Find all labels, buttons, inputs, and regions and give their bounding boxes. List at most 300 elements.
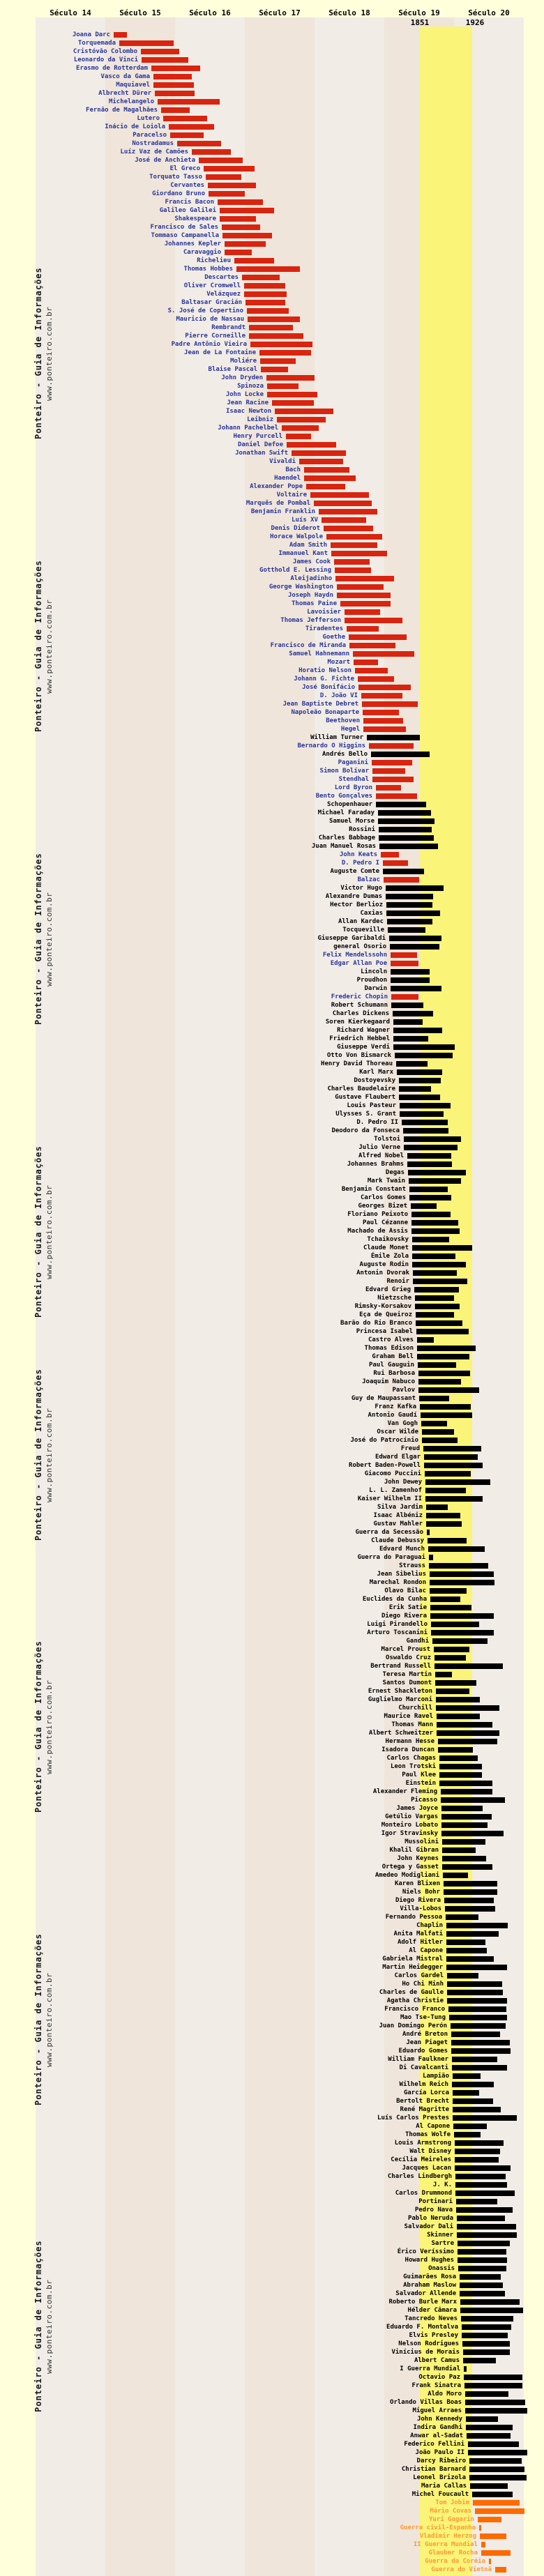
timeline-row [0,1177,544,1185]
timeline-row [0,775,544,784]
timeline-row [0,2197,544,2206]
person-label: Érico Veríssimo [397,2248,454,2255]
timeline-row [0,1110,544,1118]
timeline-row [0,1461,544,1470]
person-label: Guerra da Coréia [425,2558,485,2565]
watermark-url: www.ponteiro.com.br [45,1679,54,1774]
person-label: Guy de Maupassant [351,1395,416,1402]
timeline-row [0,1035,544,1043]
person-label: Santos Dumont [382,1679,432,1686]
timeline-row [0,340,544,349]
lifespan-bar [411,1212,451,1217]
person-label: J. K. [432,2181,452,2188]
timeline-row [0,834,544,842]
person-label: Lampião [423,2073,449,2080]
lifespan-bar [457,2224,516,2230]
lifespan-bar [407,1161,452,1167]
lifespan-bar [466,2416,498,2422]
lifespan-bar [446,1931,499,1937]
timeline-row [0,1369,544,1378]
person-label: Franz Kafka [375,1403,416,1410]
person-label: Jean Sibelius [377,1571,426,1578]
band-end-year: 1926 [465,18,485,27]
person-label: Jacques Lacan [402,2165,451,2172]
timeline-row [0,1252,544,1260]
lifespan-bar [455,2165,511,2171]
lifespan-bar [225,250,252,255]
lifespan-bar [446,1956,494,1962]
lifespan-bar [306,484,345,489]
lifespan-bar [310,492,369,498]
timeline-row [0,2331,544,2340]
person-label: Velázquez [206,291,241,298]
lifespan-bar [436,1697,480,1702]
timeline-row [0,2515,544,2524]
watermark-url: www.ponteiro.com.br [45,306,54,401]
timeline-row [0,1528,544,1537]
timeline-row [0,1788,544,1796]
timeline-row [0,1093,544,1102]
watermark-url: www.ponteiro.com.br [45,1184,54,1279]
timeline-row [0,508,544,516]
person-label: Pierre Corneille [185,333,245,340]
lifespan-bar [248,317,300,322]
timeline-row [0,2356,544,2365]
lifespan-bar [391,977,430,983]
timeline-row [0,2231,544,2239]
person-label: Thomas Wolfe [405,2131,451,2138]
lifespan-bar [430,1571,494,1577]
lifespan-bar [417,1354,469,1359]
person-label: Tiradentes [305,625,343,632]
timeline-row [0,416,544,424]
lifespan-bar [335,576,394,581]
lifespan-bar [444,1889,497,1895]
timeline-row [0,2465,544,2474]
lifespan-bar [192,149,231,155]
timeline-row [0,817,544,825]
timeline-row [0,683,544,692]
timeline-row [0,1143,544,1152]
timeline-row [0,2549,544,2557]
lifespan-bar [407,1153,451,1159]
person-label: Hector Berlioz [330,901,383,908]
timeline-row [0,1319,544,1327]
timeline-row [0,1411,544,1419]
person-label: Horatio Nelson [299,667,352,674]
person-label: Princesa Isabel [356,1328,413,1335]
lifespan-bar [277,417,326,422]
person-label: Machado de Assis [347,1228,408,1235]
timeline-row [0,2022,544,2030]
timeline-row [0,73,544,81]
timeline-row [0,2122,544,2131]
timeline-row [0,1603,544,1612]
timeline-row [0,2381,544,2390]
timeline-row [0,591,544,600]
person-label: Oliver Cromwell [183,282,241,289]
timeline-row [0,876,544,884]
timeline-row [0,1244,544,1252]
person-label: Amedeo Modigliani [375,1872,439,1879]
timeline-row [0,792,544,800]
lifespan-bar [460,2274,501,2280]
timeline-row [0,449,544,457]
person-label: Paul Klee [402,1771,436,1778]
person-label: Graham Bell [372,1353,414,1360]
timeline-row [0,742,544,750]
watermark-url: www.ponteiro.com.br [45,1408,54,1502]
person-label: Antonin Dvorak [356,1270,409,1276]
timeline-row [0,173,544,181]
person-label: Al Capone [409,1947,443,1954]
person-label: Lutero [137,115,160,122]
person-label: Stendhal [338,776,369,783]
person-label: Andrés Bello [322,751,368,758]
timeline-row [0,1152,544,1160]
person-label: Guerra civil-Espanha [400,2524,476,2531]
person-label: Samuel Morse [328,818,375,825]
timeline-row [0,867,544,876]
lifespan-bar [475,2508,524,2514]
person-label: Bach [285,466,301,473]
timeline-row [0,859,544,867]
timeline-row [0,282,544,290]
person-label: Moliére [230,358,257,365]
timeline-row [0,1277,544,1286]
person-label: Martin Heidegger [382,1964,443,1971]
person-label: Paul Cézanne [362,1219,408,1226]
person-label: Guglielmo Marconi [368,1696,432,1703]
lifespan-bar [446,1965,507,1970]
person-label: Cecília Meireles [391,2156,451,2163]
lifespan-bar [416,1329,469,1334]
timeline-row [0,566,544,574]
lifespan-bar [442,1856,486,1861]
timeline-row [0,1085,544,1093]
lifespan-bar [465,2391,508,2397]
century-label: Século 14 [50,8,91,17]
lifespan-bar [451,2032,500,2037]
person-label: Skinner [427,2232,453,2239]
lifespan-bar [425,1479,490,1485]
lifespan-bar [458,2266,506,2271]
lifespan-bar [261,367,288,372]
person-label: Vladimir Herzog [419,2533,476,2540]
person-label: Karl Marx [359,1069,393,1076]
timeline-row [0,533,544,541]
person-label: Thomas Edison [364,1345,414,1352]
lifespan-bar [381,852,399,858]
person-label: Mark Twain [367,1178,405,1184]
timeline-row [0,809,544,817]
lifespan-bar [393,1036,428,1042]
lifespan-bar [438,1739,497,1744]
lifespan-bar [453,2073,481,2079]
lifespan-bar [453,2124,487,2129]
timeline-row [0,265,544,273]
timeline-row [0,1796,544,1804]
lifespan-bar [391,961,418,966]
timeline-row [0,2440,544,2448]
timeline-row [0,851,544,859]
timeline-row [0,1813,544,1821]
person-label: Nostradamus [132,140,174,147]
lifespan-bar [259,350,311,356]
person-label: Wilhelm Reich [399,2081,448,2088]
lifespan-bar [396,1061,428,1067]
lifespan-bar [250,342,312,347]
lifespan-bar [376,785,401,791]
person-label: Tommaso Campanella [151,232,219,239]
person-label: Bernardo O Higgins [297,742,365,749]
person-label: Johannes Kepler [164,241,221,247]
person-label: Fernando Pessoa [385,1914,442,1921]
timeline-row [0,181,544,190]
lifespan-bar [470,2483,508,2489]
person-label: Orlando Villas Boas [390,2399,462,2406]
lifespan-bar [467,2433,511,2439]
person-label: Barão do Rio Branco [340,1320,412,1327]
lifespan-bar [395,1053,453,1058]
person-label: D. João VI [319,692,358,699]
person-label: Alfred Nobel [358,1152,404,1159]
timeline-row [0,165,544,173]
person-label: Charles Lindbergh [387,2173,452,2180]
person-label: Michael Faraday [317,809,375,816]
person-label: Giuseppe Verdi [337,1044,390,1051]
person-label: Anwar al-Sadat [410,2432,463,2439]
timeline-row [0,1871,544,1880]
person-label: Michelangelo [108,98,154,105]
person-label: Louis Armstrong [394,2140,451,2147]
timeline-row [0,390,544,399]
person-label: Jonathan Swift [235,450,288,457]
lifespan-bar [304,467,349,473]
timeline-row [0,2223,544,2231]
lifespan-bar [464,2366,467,2372]
timeline-row [0,625,544,633]
timeline-row [0,1980,544,1988]
timeline-row [0,1503,544,1511]
lifespan-bar [418,1379,461,1385]
timeline-row [0,558,544,566]
person-label: Benjamin Constant [341,1186,406,1193]
person-label: Chaplin [416,1922,443,1929]
lifespan-bar [462,2324,511,2330]
person-label: Albert Schweitzer [368,1730,433,1737]
person-label: Castro Alves [368,1336,414,1343]
person-label: Leonardo da Vinci [73,56,138,63]
timeline-row [0,89,544,98]
lifespan-bar [424,1463,483,1468]
lifespan-bar [161,107,190,113]
person-label: Daniel Defoe [237,441,283,448]
timeline-row [0,441,544,449]
lifespan-bar [428,1546,485,1552]
timeline-row [0,1194,544,1202]
person-label: Haendel [274,475,301,482]
person-label: Immanuel Kant [278,550,328,557]
timeline-row [0,2089,544,2097]
watermark-title: Ponteiro - Guia de Informações [33,1145,43,1318]
person-label: Pablo Neruda [407,2215,453,2222]
person-label: Leibniz [247,416,273,423]
timeline-row [0,323,544,332]
lifespan-bar [465,2400,525,2405]
lifespan-bar [206,174,241,180]
lifespan-bar [299,459,343,464]
lifespan-bar [439,1764,482,1769]
timeline-row [0,2264,544,2273]
person-label: Nietzsche [377,1295,411,1302]
timeline-row [0,2281,544,2289]
person-label: Erasmo de Rotterdam [76,65,148,72]
century-label: Século 15 [119,8,161,17]
lifespan-bar [361,693,402,699]
timeline-row [0,81,544,89]
lifespan-bar [435,1663,503,1669]
person-label: Vivaldi [269,458,296,465]
lifespan-bar [460,2282,503,2288]
person-label: Rembrandt [211,324,245,331]
timeline-row [0,2064,544,2072]
person-label: Richard Wagner [337,1027,390,1034]
lifespan-bar [324,526,373,531]
person-label: John Keats [339,851,377,858]
person-label: John Dryden [221,374,263,381]
timeline-row [0,248,544,257]
timeline-row [0,39,544,47]
person-label: Indira Gandhi [413,2424,462,2431]
lifespan-bar [286,434,311,439]
person-label: Sartre [431,2240,454,2247]
timeline-row [0,2097,544,2105]
lifespan-bar [463,2358,496,2363]
lifespan-bar [399,1086,431,1092]
timeline-row [0,1026,544,1035]
lifespan-bar [383,869,424,874]
lifespan-bar [455,2174,506,2179]
lifespan-bar [153,82,194,88]
person-label: Victor Hugo [340,885,382,892]
person-label: Antonio Gaudí [368,1412,417,1419]
lifespan-bar [247,308,289,314]
timeline-row [0,2289,544,2298]
lifespan-bar [453,2090,479,2096]
lifespan-bar [400,1111,444,1117]
timeline-row [0,190,544,198]
lifespan-bar [446,1914,478,1920]
lifespan-bar [464,2375,522,2380]
timeline-row [0,1637,544,1645]
timeline-row [0,198,544,206]
lifespan-bar [413,1279,467,1284]
watermark-url: www.ponteiro.com.br [45,892,54,986]
person-label: Karen Blixen [394,1880,440,1887]
timeline-row [0,2457,544,2465]
lifespan-bar [272,400,314,406]
lifespan-bar [435,1672,452,1677]
timeline-row [0,2340,544,2348]
timeline-row [0,1185,544,1194]
lifespan-bar [436,1689,469,1694]
lifespan-bar [367,735,420,740]
lifespan-bar [446,1948,487,1953]
lifespan-bar [452,2082,494,2087]
lifespan-bar [155,91,195,96]
person-label: Guimarães Rosa [403,2273,456,2280]
person-label: José Bonifácio [302,684,355,691]
lifespan-bar [444,1898,494,1903]
timeline-row [0,1905,544,1913]
person-label: Juan Manuel Rosas [311,843,376,850]
person-label: Teresa Martin [382,1671,432,1678]
timeline-row [0,1972,544,1980]
person-label: Marquês de Pombal [245,500,310,507]
lifespan-bar [376,793,417,799]
lifespan-bar [331,542,377,548]
lifespan-bar [422,1429,454,1435]
person-label: Thomas Paine [291,600,337,607]
timeline-row [0,1352,544,1361]
person-label: Gandhi [406,1638,429,1645]
person-label: Schopenhauer [326,801,372,808]
timeline-row [0,993,544,1001]
lifespan-bar [393,1019,423,1025]
lifespan-bar [453,2107,501,2112]
timeline-row [0,616,544,625]
person-label: Robert Baden-Powell [349,1462,421,1469]
person-label: Glauber Rocha [428,2550,478,2556]
person-label: Arturo Toscanini [367,1629,428,1636]
timeline-row [0,2013,544,2022]
timeline-row [0,1670,544,1679]
person-label: Francisco de Sales [150,224,218,231]
person-label: Isaac Newton [225,408,271,415]
timeline-row [0,1629,544,1637]
person-label: Thomas Hobbes [183,266,233,273]
person-label: Pavlov [392,1387,415,1394]
timeline-row [0,257,544,265]
lifespan-bar [426,1513,460,1518]
lifespan-bar [451,2040,510,2045]
lifespan-bar [119,40,174,46]
person-label: Juan Domingo Perón [379,2022,447,2029]
person-label: Darwin [364,985,387,992]
lifespan-bar [455,2182,507,2188]
person-label: Walt Disney [409,2148,451,2155]
timeline-row [0,457,544,466]
lifespan-bar [267,392,317,397]
person-label: Erik Satie [388,1604,427,1611]
person-label: Hermann Hesse [385,1738,435,1745]
lifespan-bar [337,593,391,598]
timeline-row [0,273,544,282]
lifespan-bar [489,2559,491,2564]
person-label: Lincoln [361,968,387,975]
lifespan-bar [170,132,204,138]
timeline-row [0,2540,544,2549]
person-label: Fernão de Magalhães [86,107,158,114]
person-label: Diego Rivera [381,1613,427,1619]
timeline-row [0,909,544,917]
timeline-row [0,2432,544,2440]
lifespan-bar [437,1722,492,1728]
person-label: Getúlio Vargas [385,1813,438,1820]
lifespan-bar [409,1178,461,1184]
timeline-row [0,1762,544,1771]
